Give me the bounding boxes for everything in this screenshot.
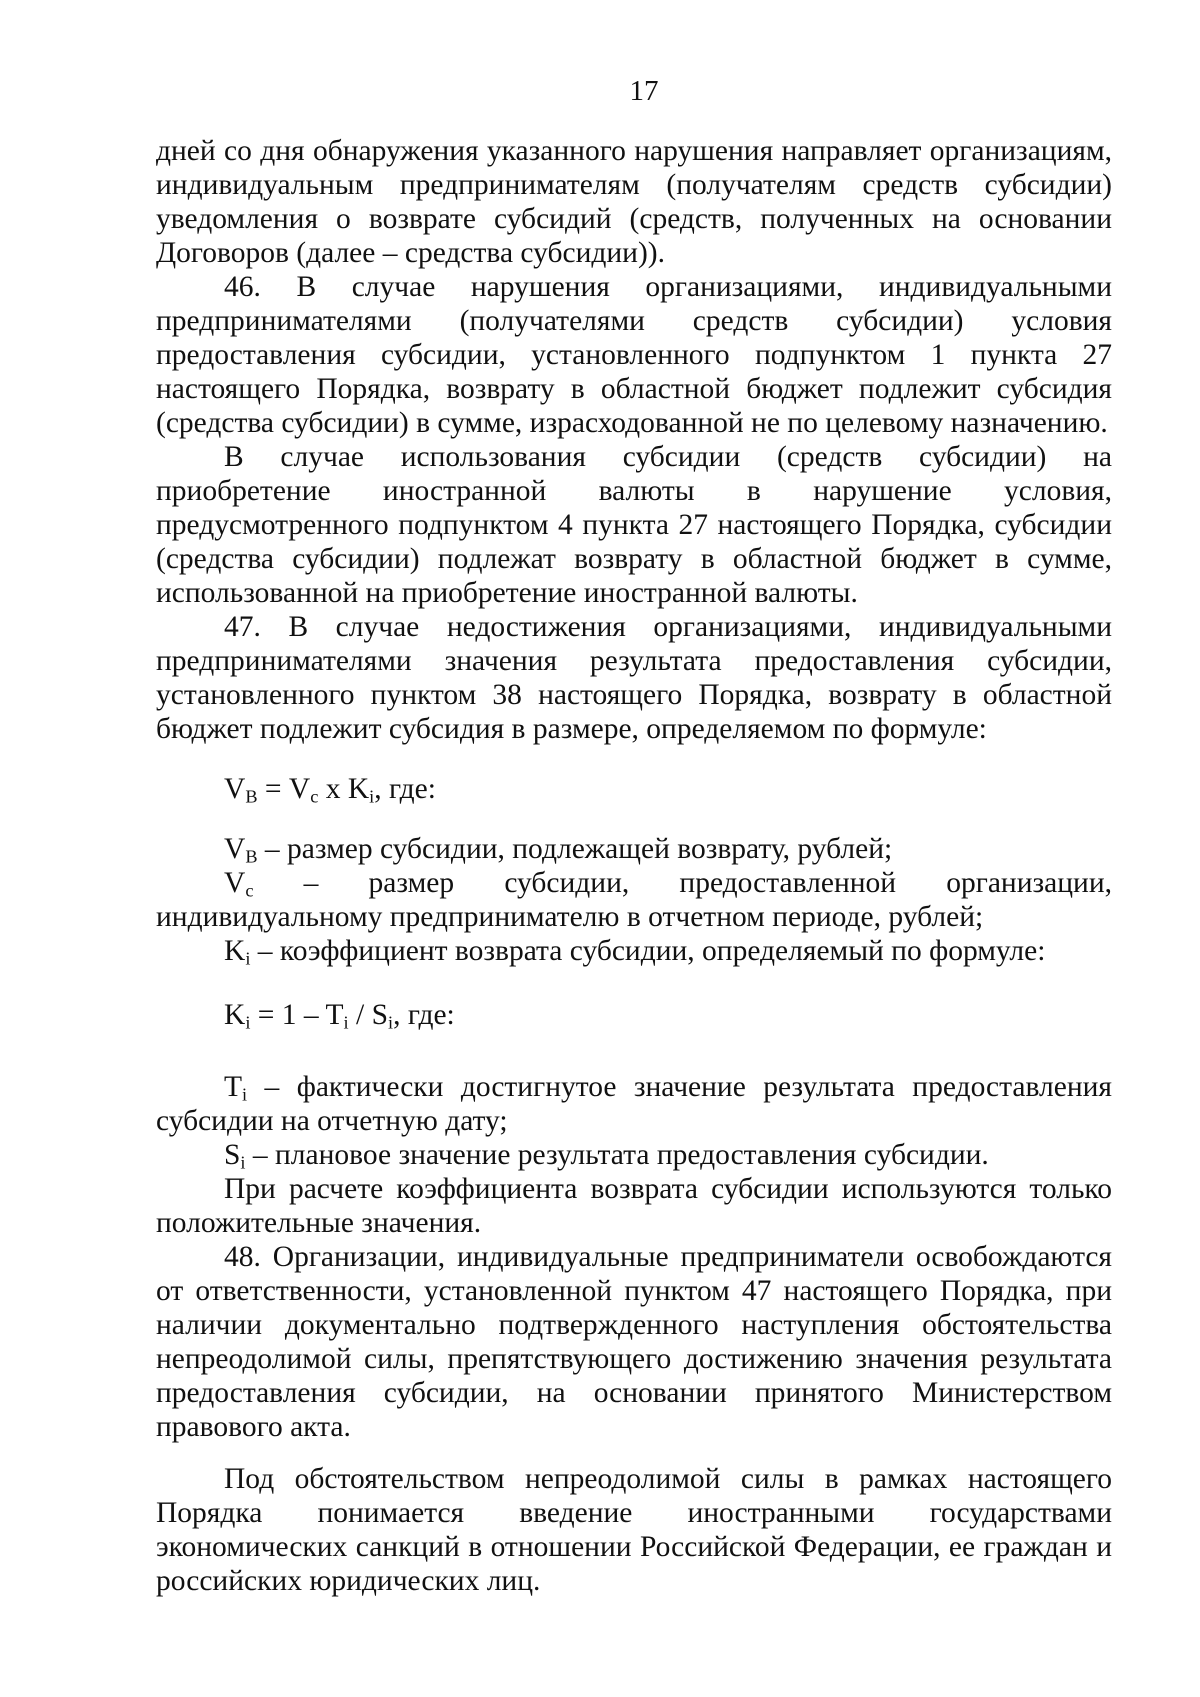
formula-ki: $K_i = 1 - T_i / S_i$, где:: [224, 999, 455, 1033]
document-body: [156, 134, 1112, 1598]
paragraph-positive-values: При расчете коэффициента возврата субсидии используются только положительные значения.: [156, 1173, 1112, 1239]
definition-ki: $K_i$ – коэффициент возврата субсидии, определяемый по формуле:: [224, 935, 1046, 969]
definition-ti: $T_i$ – фактически достигнутое значение результата предоставления субсидии на отчетную дату;: [156, 1071, 1112, 1137]
paragraph-47: 47. В случае недостижения организациями, индивидуальными предпринимателями значения результата предоставления субсидии, установленного пунктом 38 настоящего Порядка, возврату в областной бюджет подлежит субсидия в размере, определяемом по формуле:: [156, 611, 1112, 745]
formula-vb: $V_В = V_c$ x $K_i$, где:: [224, 773, 436, 807]
definition-si: $S_i$ – плановое значение результата предоставления субсидии.: [224, 1139, 989, 1173]
paragraph-force-majeure: Под обстоятельством непреодолимой силы в рамках настоящего Порядка понимается введение иностранными государствами экономических санкций в отношении Российской Федерации, ее граждан и российских юридических лиц.: [156, 1463, 1112, 1597]
page-number: 17: [629, 75, 659, 107]
paragraph-continuation: дней со дня обнаружения указанного нарушения направляет организациям, индивидуальным предпринимателям (получателям средств субсидии) уведомления о возврате субсидий (средств, полученных на основании Договоров (далее – средства субсидии)).: [156, 135, 1112, 269]
definition-vb: $V_В$ – размер субсидии, подлежащей возврату, рублей;: [224, 833, 893, 867]
paragraph-foreign-currency: В случае использования субсидии (средств субсидии) на приобретение иностранной валюты в нарушение условия, предусмотренного подпунктом 4 пункта 27 настоящего Порядка, субсидии (средства субсидии) подлежат возврату в областной бюджет в сумме, использованной на приобретение иностранной валюты.: [156, 441, 1112, 609]
paragraph-48: 48. Организации, индивидуальные предприниматели освобождаются от ответственности, установленной пунктом 47 настоящего Порядка, при наличии документально подтвержденного наступления обстоятельства непреодолимой силы, препятствующего достижению значения результата предоставления субсидии, на основании принятого Министерством правового акта.: [156, 1241, 1112, 1443]
definition-vc: $V_c$ – размер субсидии, предоставленной организации, индивидуальному предпринимателю в отчетном периоде, рублей;: [156, 867, 1112, 933]
paragraph-46: 46. В случае нарушения организациями, индивидуальными предпринимателями (получателями средств субсидии) условия предоставления субсидии, установленного подпунктом 1 пункта 27 настоящего Порядка, возврату в областной бюджет подлежит субсидия (средства субсидии) в сумме, израсходованной не по целевому назначению.: [156, 271, 1112, 439]
